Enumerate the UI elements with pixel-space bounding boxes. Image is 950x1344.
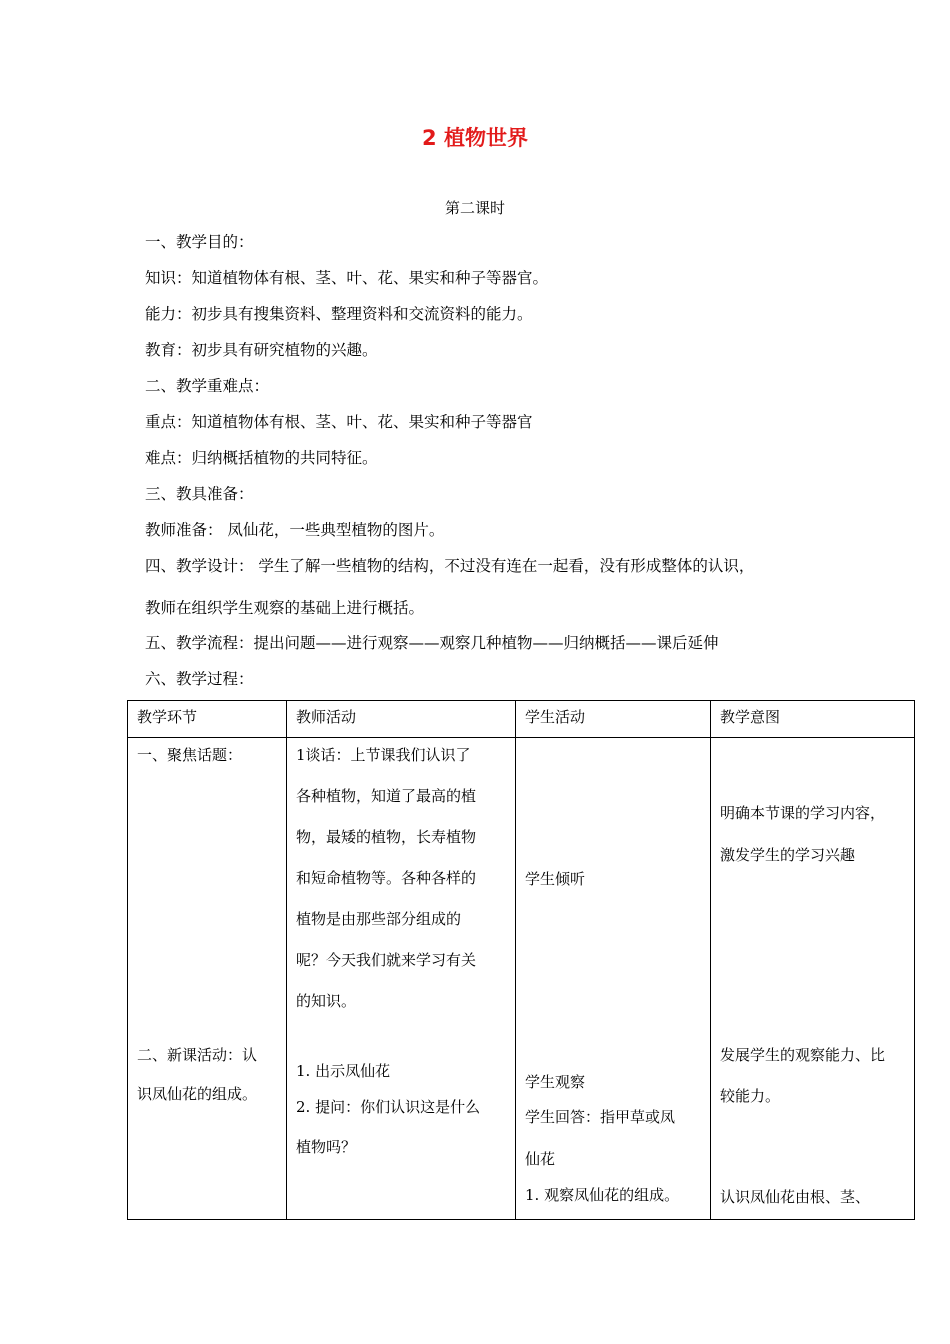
objective-knowledge: 知识：知道植物体有根、茎、叶、花、果实和种子等器官。: [145, 269, 549, 287]
intent-text: 较能力。: [720, 1087, 781, 1105]
teacher-text: 和短命植物等。各种各样的: [296, 869, 477, 887]
lesson-subtitle: 第二课时: [444, 199, 505, 217]
stage-text: 二、新课活动：认: [137, 1046, 258, 1064]
intent-text: 认识凤仙花由根、茎、: [720, 1188, 871, 1206]
table-cell: [516, 738, 711, 1220]
teacher-text: 1. 出示凤仙花: [296, 1062, 391, 1080]
section-heading-process: 六、教学过程：: [145, 670, 254, 688]
stage-text: 一、聚焦话题：: [137, 746, 243, 764]
intent-text: 激发学生的学习兴趣: [720, 846, 856, 864]
section-design-continued: 教师在组织学生观察的基础上进行概括。: [145, 599, 425, 617]
section-design: 四、教学设计： 学生了解一些植物的结构，不过没有连在一起看，没有形成整体的认识，: [145, 557, 755, 575]
table-cell: [711, 738, 915, 1220]
table-cell: [128, 738, 287, 1220]
teacher-text: 物，最矮的植物，长寿植物: [296, 828, 477, 846]
section-heading-materials: 三、教具准备：: [145, 485, 254, 503]
header-cell: [711, 701, 915, 738]
teacher-text: 植物吗？: [296, 1138, 357, 1156]
section-heading-objectives: 一、教学目的：: [145, 233, 254, 251]
section-flow: 五、教学流程：提出问题——进行观察——观察几种植物——归纳概括——课后延伸: [145, 634, 719, 652]
teacher-text: 呢？今天我们就来学习有关: [296, 951, 477, 969]
table-cell: [287, 738, 516, 1220]
student-text: 仙花: [525, 1150, 556, 1168]
student-text: 学生倾听: [525, 870, 586, 888]
teacher-text: 2. 提问：你们认识这是什么: [296, 1098, 481, 1116]
student-text: 学生回答：指甲草或凤: [525, 1108, 676, 1126]
intent-text: 发展学生的观察能力、比: [720, 1046, 886, 1064]
teaching-process-table: [127, 700, 915, 1220]
table-row: [128, 738, 915, 1220]
header-cell: [128, 701, 287, 738]
header-cell: [516, 701, 711, 738]
header-teacher-activity: 教师活动: [296, 708, 357, 726]
key-point: 重点：知道植物体有根、茎、叶、花、果实和种子等器官: [145, 413, 533, 431]
teacher-text: 1谈话：上节课我们认识了: [296, 746, 471, 764]
teacher-text: 各种植物，知道了最高的植: [296, 787, 477, 805]
student-text: 学生观察: [525, 1073, 586, 1091]
stage-text: 识凤仙花的组成。: [137, 1085, 258, 1103]
objective-ability: 能力：初步具有搜集资料、整理资料和交流资料的能力。: [145, 305, 533, 323]
student-text: 1. 观察凤仙花的组成。: [525, 1186, 680, 1204]
document-title: 2 植物世界: [422, 126, 528, 150]
teacher-materials: 教师准备： 凤仙花，一些典型植物的图片。: [145, 521, 445, 539]
teacher-text: 的知识。: [296, 992, 357, 1010]
header-intent: 教学意图: [720, 708, 781, 726]
intent-text: 明确本节课的学习内容，: [720, 804, 886, 822]
header-cell: [287, 701, 516, 738]
table-header-row: [128, 701, 915, 738]
header-stage: 教学环节: [137, 708, 198, 726]
difficult-point: 难点：归纳概括植物的共同特征。: [145, 449, 378, 467]
objective-education: 教育：初步具有研究植物的兴趣。: [145, 341, 378, 359]
header-student-activity: 学生活动: [525, 708, 586, 726]
teacher-text: 植物是由那些部分组成的: [296, 910, 462, 928]
section-heading-keypoints: 二、教学重难点：: [145, 377, 270, 395]
